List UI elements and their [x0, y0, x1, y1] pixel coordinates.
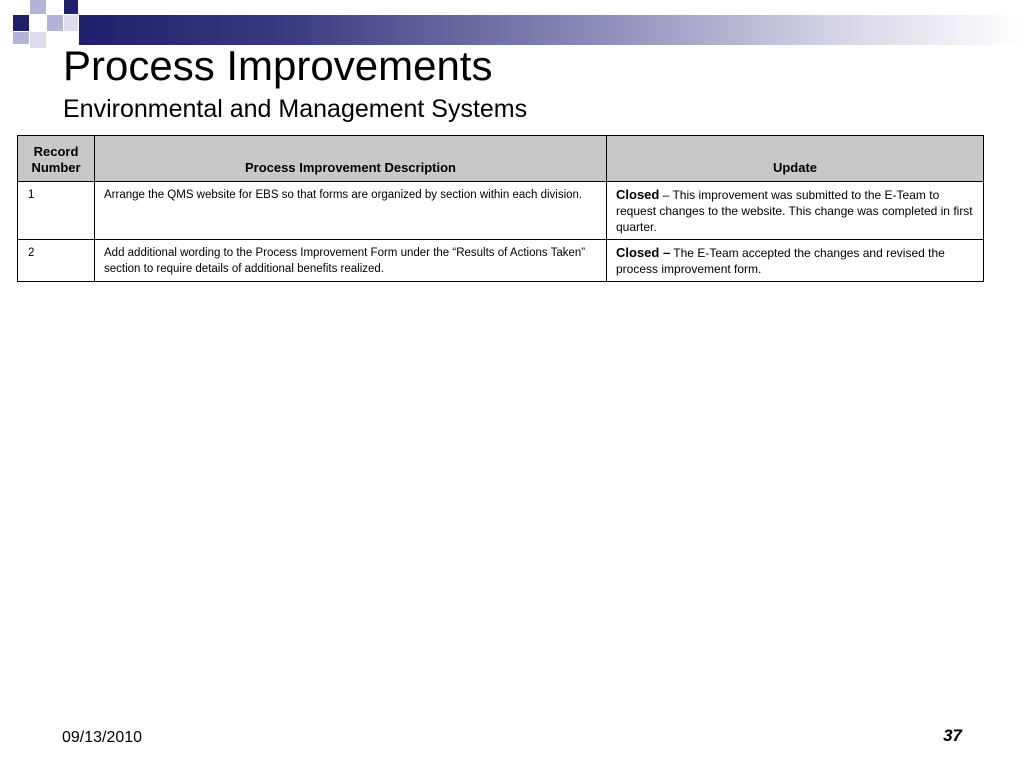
slide-subtitle: Environmental and Management Systems	[63, 95, 528, 123]
header-description: Process Improvement Description	[95, 136, 607, 182]
status-label: Closed –	[616, 245, 671, 260]
decor-square	[30, 0, 46, 14]
footer-date: 09/13/2010	[62, 729, 143, 746]
update-cell	[607, 182, 984, 240]
decor-square	[30, 32, 46, 48]
update-cell	[607, 240, 984, 282]
decor-square	[13, 32, 29, 44]
table-row	[18, 240, 984, 282]
table-header-row	[18, 136, 984, 182]
update-text: The E-Team accepted the changes and revised the process improvement form.	[616, 246, 945, 276]
record-number-cell: 2	[18, 240, 95, 282]
status-label: Closed	[616, 187, 660, 202]
record-number-cell: 1	[18, 182, 95, 240]
decor-square	[64, 15, 78, 31]
slide-title: Process Improvements	[63, 42, 493, 89]
update-text: – This improvement was submitted to the E-Team to request changes to the website. This change was completed in first quarter.	[616, 188, 973, 234]
page-number: 37	[943, 726, 962, 745]
decor-square	[64, 0, 78, 14]
header-record-number: Record Number	[18, 136, 95, 182]
table-row	[18, 182, 984, 240]
decor-square	[13, 15, 29, 31]
decor-square	[47, 15, 63, 31]
header-update: Update	[607, 136, 984, 182]
description-cell: Add additional wording to the Process Improvement Form under the “Results of Actions Taken” section to require details of additional benefits realized.	[95, 240, 607, 282]
description-cell: Arrange the QMS website for EBS so that forms are organized by section within each division.	[95, 182, 607, 240]
process-improvement-table	[17, 135, 984, 282]
